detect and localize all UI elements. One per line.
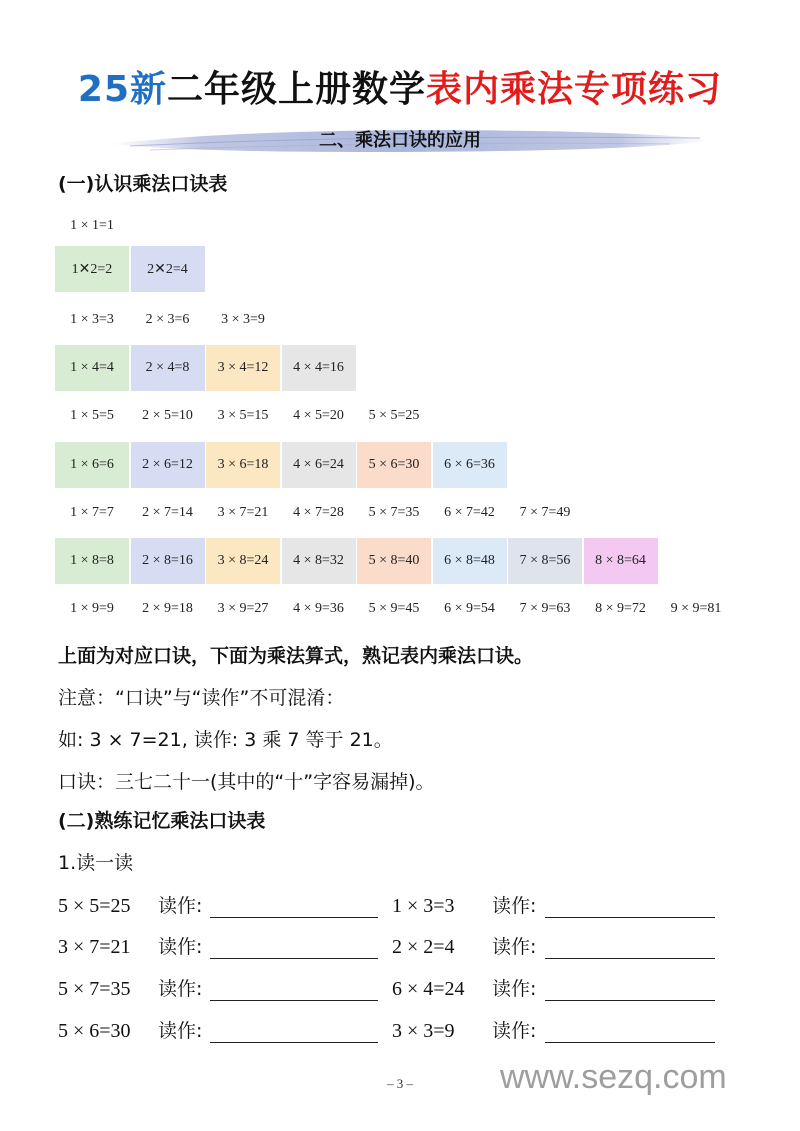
table-cell: 4 × 9=36: [293, 601, 344, 616]
table-cell: 2 × 6=12: [131, 442, 205, 488]
table-cell: 9 × 9=81: [670, 601, 722, 616]
answer-blank[interactable]: [545, 1042, 715, 1043]
exercise-equation-right: 3 × 3=9: [392, 1020, 455, 1042]
table-cell: 1 × 1=1: [70, 218, 114, 233]
table-cell: 5 × 6=30: [357, 442, 431, 488]
read-as-label: 读作:: [158, 936, 203, 958]
table-cell: 1✕2=2: [55, 246, 129, 292]
exercise-equation-left: 3 × 7=21: [58, 936, 131, 958]
title-part-grade: 二年级上册数学: [167, 69, 427, 110]
table-cell: 7 × 8=56: [508, 538, 582, 584]
title-part-topic: 表内乘法专项练习: [426, 69, 723, 110]
table-cell: 2 × 7=14: [142, 505, 193, 520]
table-cell: 2 × 8=16: [131, 538, 205, 584]
table-cell: 5 × 5=25: [368, 408, 420, 423]
read-as-label: 读作:: [492, 1020, 537, 1042]
table-cell: 5 × 7=35: [368, 505, 420, 520]
table-cell: 2✕2=4: [131, 246, 205, 292]
exercise-row: [58, 1015, 758, 1047]
note-line-3: 如: 3 × 7=21, 读作: 3 乘 7 等于 21。: [58, 729, 393, 751]
site-watermark: www.sezq.com: [500, 1058, 727, 1096]
exercise-equation-right: 6 × 4=24: [392, 978, 465, 1000]
read-as-label: 读作:: [492, 895, 537, 917]
table-cell: 4 × 7=28: [293, 505, 344, 520]
section2-heading: (二)熟练记忆乘法口诀表: [58, 810, 266, 832]
table-cell: 7 × 9=63: [519, 601, 571, 616]
table-cell: 2 × 3=6: [145, 312, 190, 327]
table-cell: 6 × 6=36: [433, 442, 507, 488]
answer-blank[interactable]: [545, 917, 715, 918]
note-line-1: 上面为对应口诀，下面为乘法算式，熟记表内乘法口诀。: [58, 645, 534, 667]
answer-blank[interactable]: [210, 1042, 378, 1043]
table-cell: 1 × 4=4: [55, 345, 129, 391]
read-as-label: 读作:: [158, 978, 203, 1000]
table-cell: 4 × 6=24: [282, 442, 356, 488]
table-cell: 4 × 5=20: [293, 408, 344, 423]
answer-blank[interactable]: [210, 958, 378, 959]
table-cell: 5 × 8=40: [357, 538, 431, 584]
read-as-label: 读作:: [492, 936, 537, 958]
page-title: [0, 62, 800, 118]
table-cell: 2 × 5=10: [142, 408, 193, 423]
answer-blank[interactable]: [545, 1000, 715, 1001]
table-cell: 6 × 7=42: [444, 505, 495, 520]
table-cell: 2 × 9=18: [142, 601, 193, 616]
table-cell: 8 × 9=72: [595, 601, 646, 616]
table-cell: 1 × 9=9: [70, 601, 114, 616]
table-cell: 4 × 4=16: [282, 345, 356, 391]
table-cell: 3 × 9=27: [217, 601, 269, 616]
section1-heading: (一)认识乘法口诀表: [58, 173, 228, 195]
exercise-row: [58, 931, 758, 963]
exercise-equation-right: 2 × 2=4: [392, 936, 455, 958]
table-cell: 4 × 8=32: [282, 538, 356, 584]
exercise-equation-left: 5 × 7=35: [58, 978, 131, 1000]
exercise-row: [58, 890, 758, 922]
read-as-label: 读作:: [158, 895, 203, 917]
answer-blank[interactable]: [210, 917, 378, 918]
title-part-year: 25新: [77, 69, 168, 110]
table-cell: 8 × 8=64: [584, 538, 658, 584]
note-line-4: 口诀：三七二十一(其中的“十”字容易漏掉)。: [58, 771, 435, 793]
exercise-row: [58, 973, 758, 1005]
table-cell: 2 × 4=8: [131, 345, 205, 391]
section2-subheading: 1.读一读: [58, 852, 134, 874]
table-cell: 7 × 7=49: [519, 505, 571, 520]
page-number: – 3 –: [387, 1076, 413, 1091]
exercise-equation-left: 5 × 5=25: [58, 895, 131, 917]
table-cell: 6 × 8=48: [433, 538, 507, 584]
section-subtitle: 二、乘法口诀的应用: [319, 130, 481, 151]
table-cell: 3 × 4=12: [206, 345, 280, 391]
note-line-2: 注意：“口诀”与“读作”不可混淆：: [58, 687, 345, 709]
table-cell: 5 × 9=45: [368, 601, 420, 616]
table-cell: 1 × 6=6: [55, 442, 129, 488]
exercise-equation-right: 1 × 3=3: [392, 895, 455, 917]
table-cell: 3 × 6=18: [206, 442, 280, 488]
table-cell: 6 × 9=54: [444, 601, 495, 616]
table-cell: 3 × 5=15: [217, 408, 269, 423]
table-cell: 1 × 5=5: [70, 408, 114, 423]
exercise-equation-left: 5 × 6=30: [58, 1020, 131, 1042]
table-cell: 3 × 8=24: [206, 538, 280, 584]
read-as-label: 读作:: [158, 1020, 203, 1042]
table-cell: 3 × 7=21: [217, 505, 269, 520]
answer-blank[interactable]: [210, 1000, 378, 1001]
table-cell: 3 × 3=9: [221, 312, 265, 327]
table-cell: 1 × 3=3: [70, 312, 114, 327]
answer-blank[interactable]: [545, 958, 715, 959]
table-cell: 1 × 7=7: [70, 505, 114, 520]
read-as-label: 读作:: [492, 978, 537, 1000]
table-cell: 1 × 8=8: [55, 538, 129, 584]
